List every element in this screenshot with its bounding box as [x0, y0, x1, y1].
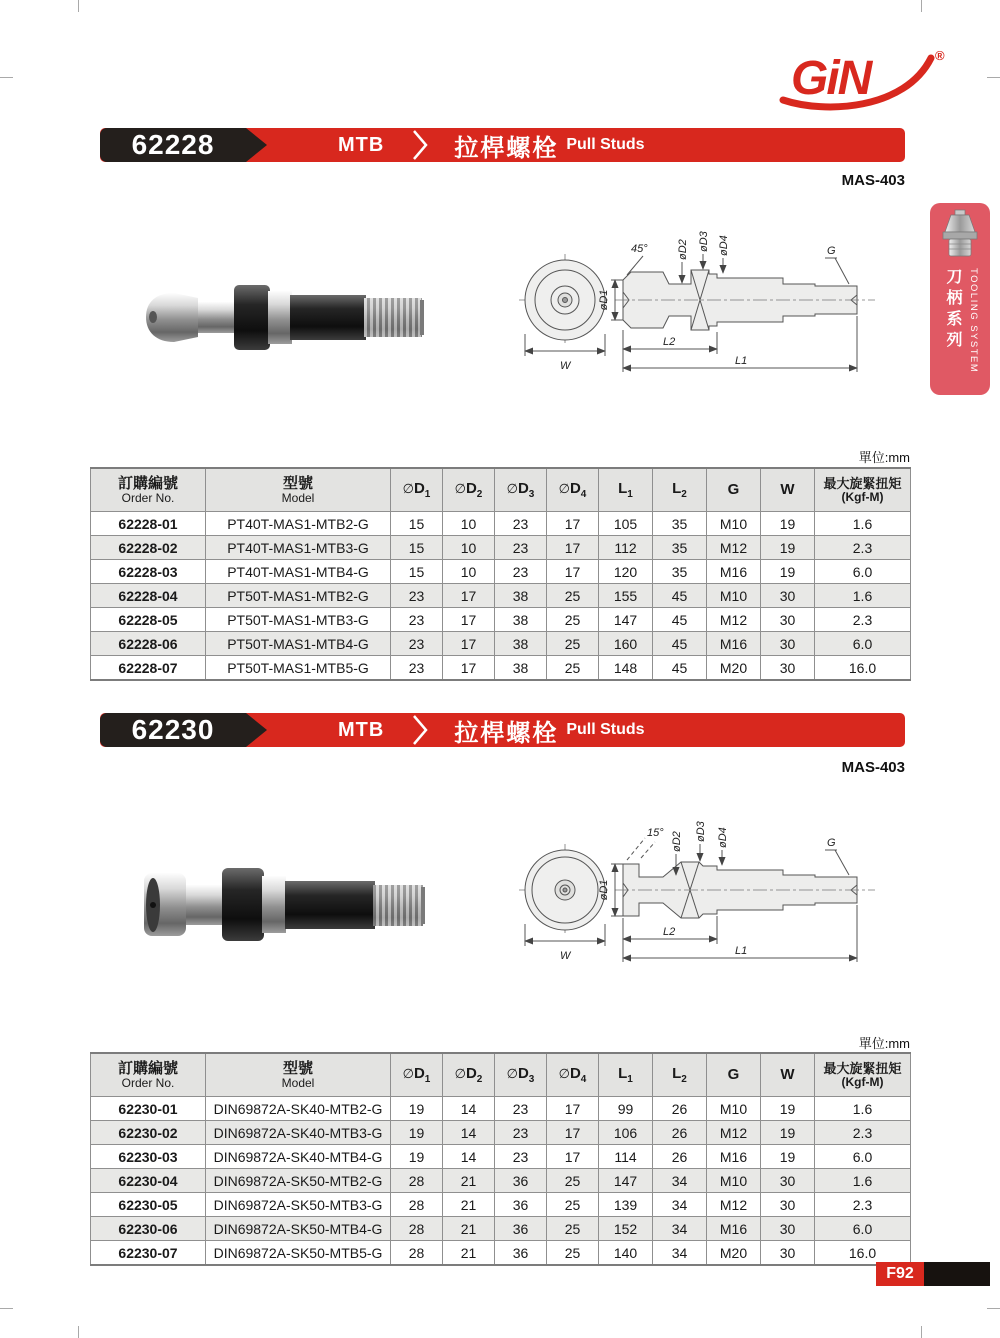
unit-label: 單位:mm: [858, 1036, 910, 1051]
technical-drawing-62230: [515, 812, 883, 970]
order-no-cell: 62228-05: [91, 608, 206, 632]
value-cell: 34: [653, 1169, 707, 1193]
value-cell: 147: [599, 1169, 653, 1193]
value-cell: 34: [653, 1193, 707, 1217]
value-cell: 6.0: [815, 1217, 911, 1241]
value-cell: M16: [707, 1217, 761, 1241]
value-cell: 30: [761, 1169, 815, 1193]
value-cell: 30: [761, 1193, 815, 1217]
table-header-row: 訂購編號 Order No. 型號 Model $\emptyset D_1$ $\emptyset D_2$ $\emptyset D_3$ $\emptyset D_4$ $L_1$ $L_2$ G W 最大旋緊扭矩 (Kgf-M): [91, 468, 911, 512]
value-cell: M10: [707, 1169, 761, 1193]
dim-g: G: [827, 837, 836, 849]
value-cell: 35: [653, 536, 707, 560]
value-cell: 45: [653, 632, 707, 656]
order-no-cell: 62230-06: [91, 1217, 206, 1241]
order-no-cell: 62228-06: [91, 632, 206, 656]
order-no-cell: 62228-02: [91, 536, 206, 560]
model-cell: DIN69872A-SK40-MTB4-G: [206, 1145, 391, 1169]
technical-drawing-62228: [515, 222, 883, 380]
value-cell: 35: [653, 560, 707, 584]
section-title-en: Pull Studs: [566, 721, 645, 738]
value-cell: M16: [707, 632, 761, 656]
value-cell: 19: [761, 1121, 815, 1145]
sidebar-label-en: TOOLING SYSTEM: [968, 268, 979, 374]
product-photo-62228: [130, 262, 430, 372]
value-cell: 38: [495, 584, 547, 608]
value-cell: 6.0: [815, 632, 911, 656]
table-row: [91, 608, 911, 632]
value-cell: 23: [495, 512, 547, 536]
value-cell: 15: [391, 536, 443, 560]
value-cell: 15: [391, 512, 443, 536]
value-cell: 23: [495, 1097, 547, 1121]
value-cell: 16.0: [815, 656, 911, 681]
value-cell: 28: [391, 1241, 443, 1266]
dim-w: W: [560, 360, 571, 372]
dim-d3: øD3: [695, 821, 707, 842]
model-cell: PT40T-MAS1-MTB2-G: [206, 512, 391, 536]
value-cell: 30: [761, 632, 815, 656]
value-cell: 23: [495, 1145, 547, 1169]
dim-w: W: [560, 950, 571, 962]
unit-label: 單位:mm: [858, 450, 910, 465]
value-cell: 139: [599, 1193, 653, 1217]
value-cell: 25: [547, 1241, 599, 1266]
model-cell: PT40T-MAS1-MTB3-G: [206, 536, 391, 560]
value-cell: 112: [599, 536, 653, 560]
model-cell: PT50T-MAS1-MTB3-G: [206, 608, 391, 632]
order-no-cell: 62228-07: [91, 656, 206, 681]
tool-holder-icon: [937, 208, 983, 264]
table-row: [91, 632, 911, 656]
dim-l1: L1: [735, 355, 748, 367]
value-cell: 155: [599, 584, 653, 608]
section-title-zh: 拉桿螺栓: [454, 134, 559, 162]
value-cell: M12: [707, 1193, 761, 1217]
crop-mark: [987, 1308, 1000, 1309]
series-label: MTB: [338, 718, 385, 741]
value-cell: 114: [599, 1145, 653, 1169]
value-cell: 36: [495, 1169, 547, 1193]
value-cell: 23: [495, 1121, 547, 1145]
section-header-62228: [100, 128, 905, 162]
value-cell: 1.6: [815, 1169, 911, 1193]
model-cell: PT40T-MAS1-MTB4-G: [206, 560, 391, 584]
value-cell: 2.3: [815, 1121, 911, 1145]
value-cell: 1.6: [815, 584, 911, 608]
value-cell: 36: [495, 1241, 547, 1266]
value-cell: 30: [761, 1217, 815, 1241]
section-code: 62230: [100, 713, 246, 747]
value-cell: M10: [707, 1097, 761, 1121]
value-cell: 2.3: [815, 536, 911, 560]
model-cell: PT50T-MAS1-MTB4-G: [206, 632, 391, 656]
dim-d4: øD4: [717, 827, 729, 848]
value-cell: 105: [599, 512, 653, 536]
value-cell: 14: [443, 1097, 495, 1121]
value-cell: 19: [391, 1097, 443, 1121]
chevron-separator-icon: [412, 715, 428, 745]
value-cell: M20: [707, 656, 761, 681]
value-cell: 26: [653, 1097, 707, 1121]
value-cell: 23: [391, 608, 443, 632]
value-cell: 38: [495, 632, 547, 656]
value-cell: 28: [391, 1217, 443, 1241]
model-cell: DIN69872A-SK50-MTB2-G: [206, 1169, 391, 1193]
order-no-cell: 62228-04: [91, 584, 206, 608]
value-cell: 17: [547, 1145, 599, 1169]
table-row: [91, 1241, 911, 1266]
standard-label: MAS-403: [841, 172, 905, 189]
crop-mark: [0, 1308, 13, 1309]
crop-mark: [78, 1326, 79, 1338]
value-cell: 14: [443, 1145, 495, 1169]
registered-mark: ®: [935, 48, 945, 63]
value-cell: 34: [653, 1217, 707, 1241]
value-cell: 2.3: [815, 1193, 911, 1217]
page-number: F92: [876, 1262, 924, 1286]
dim-angle: 45°: [631, 243, 648, 255]
value-cell: 23: [391, 584, 443, 608]
order-no-cell: 62230-01: [91, 1097, 206, 1121]
value-cell: 34: [653, 1241, 707, 1266]
model-cell: DIN69872A-SK40-MTB2-G: [206, 1097, 391, 1121]
order-no-cell: 62230-07: [91, 1241, 206, 1266]
value-cell: 17: [547, 536, 599, 560]
value-cell: 45: [653, 608, 707, 632]
table-row: [91, 1193, 911, 1217]
product-photo-62230: [130, 852, 430, 957]
dim-d1: øD1: [598, 289, 610, 311]
value-cell: 147: [599, 608, 653, 632]
dim-l2: L2: [663, 926, 676, 938]
value-cell: 6.0: [815, 1145, 911, 1169]
value-cell: 45: [653, 584, 707, 608]
value-cell: M12: [707, 608, 761, 632]
order-no-cell: 62230-03: [91, 1145, 206, 1169]
value-cell: 38: [495, 656, 547, 681]
value-cell: 19: [761, 1097, 815, 1121]
value-cell: 23: [391, 632, 443, 656]
value-cell: 28: [391, 1169, 443, 1193]
value-cell: 26: [653, 1121, 707, 1145]
value-cell: 19: [391, 1121, 443, 1145]
table-row: [91, 560, 911, 584]
value-cell: 25: [547, 1217, 599, 1241]
section-title-en: Pull Studs: [566, 136, 645, 153]
value-cell: 30: [761, 584, 815, 608]
crop-mark: [921, 0, 922, 12]
table-row: [91, 536, 911, 560]
value-cell: 21: [443, 1241, 495, 1266]
table-row: [91, 656, 911, 681]
section-header-62230: [100, 713, 905, 747]
value-cell: 10: [443, 536, 495, 560]
value-cell: 10: [443, 560, 495, 584]
value-cell: 25: [547, 608, 599, 632]
table-row: [91, 512, 911, 536]
value-cell: 30: [761, 608, 815, 632]
value-cell: 10: [443, 512, 495, 536]
order-no-cell: 62230-05: [91, 1193, 206, 1217]
value-cell: 148: [599, 656, 653, 681]
dim-d2: øD2: [671, 831, 683, 852]
value-cell: M16: [707, 560, 761, 584]
logo-text: GiN: [791, 52, 871, 105]
value-cell: 28: [391, 1193, 443, 1217]
value-cell: 17: [547, 1097, 599, 1121]
value-cell: 25: [547, 632, 599, 656]
value-cell: 99: [599, 1097, 653, 1121]
dim-d2: øD2: [677, 239, 689, 260]
order-no-cell: 62230-02: [91, 1121, 206, 1145]
table-row: [91, 584, 911, 608]
table-row: [91, 1217, 911, 1241]
value-cell: 16.0: [815, 1241, 911, 1266]
standard-label: MAS-403: [841, 759, 905, 776]
dim-l1: L1: [735, 945, 748, 957]
table-row: [91, 1097, 911, 1121]
dim-d1: øD1: [598, 879, 610, 901]
value-cell: 1.6: [815, 1097, 911, 1121]
value-cell: 23: [495, 536, 547, 560]
dim-l2: L2: [663, 336, 676, 348]
value-cell: 17: [547, 560, 599, 584]
value-cell: 15: [391, 560, 443, 584]
spec-table-62230: [90, 1052, 911, 1266]
value-cell: 140: [599, 1241, 653, 1266]
order-no-cell: 62228-03: [91, 560, 206, 584]
value-cell: 25: [547, 656, 599, 681]
value-cell: 19: [761, 512, 815, 536]
value-cell: 45: [653, 656, 707, 681]
value-cell: M12: [707, 1121, 761, 1145]
value-cell: 17: [443, 584, 495, 608]
value-cell: M12: [707, 536, 761, 560]
value-cell: 1.6: [815, 512, 911, 536]
section-title-zh: 拉桿螺栓: [454, 719, 559, 747]
table-row: [91, 1145, 911, 1169]
table-header-row: 訂購編號 Order No. 型號 Model $\emptyset D_1$ $\emptyset D_2$ $\emptyset D_3$ $\emptyset D_4$ $L_1$ $L_2$ G W 最大旋緊扭矩 (Kgf-M): [91, 1053, 911, 1097]
sidebar-label-zh: 刀柄系列: [944, 268, 961, 352]
series-label: MTB: [338, 133, 385, 156]
value-cell: M16: [707, 1145, 761, 1169]
value-cell: 19: [761, 536, 815, 560]
table-row: [91, 1169, 911, 1193]
value-cell: 17: [443, 632, 495, 656]
value-cell: 30: [761, 1241, 815, 1266]
value-cell: 23: [391, 656, 443, 681]
dim-angle: 15°: [647, 827, 664, 839]
value-cell: 21: [443, 1193, 495, 1217]
value-cell: M10: [707, 584, 761, 608]
model-cell: DIN69872A-SK40-MTB3-G: [206, 1121, 391, 1145]
value-cell: 35: [653, 512, 707, 536]
model-cell: PT50T-MAS1-MTB5-G: [206, 656, 391, 681]
crop-mark: [921, 1326, 922, 1338]
order-no-cell: 62230-04: [91, 1169, 206, 1193]
value-cell: 25: [547, 584, 599, 608]
model-cell: DIN69872A-SK50-MTB4-G: [206, 1217, 391, 1241]
value-cell: 19: [761, 1145, 815, 1169]
page-number-bar: [924, 1262, 990, 1286]
value-cell: 106: [599, 1121, 653, 1145]
value-cell: 26: [653, 1145, 707, 1169]
value-cell: 25: [547, 1193, 599, 1217]
value-cell: 36: [495, 1193, 547, 1217]
crop-mark: [0, 77, 13, 78]
page-number-badge: [876, 1262, 990, 1286]
dim-d4: øD4: [718, 235, 730, 256]
spec-table-62228: [90, 467, 911, 681]
value-cell: 6.0: [815, 560, 911, 584]
crop-mark: [987, 77, 1000, 78]
section-code: 62228: [100, 128, 246, 162]
chevron-separator-icon: [412, 130, 428, 160]
value-cell: 14: [443, 1121, 495, 1145]
value-cell: 38: [495, 608, 547, 632]
table-row: [91, 1121, 911, 1145]
value-cell: 19: [761, 560, 815, 584]
crop-mark: [78, 0, 79, 12]
value-cell: 120: [599, 560, 653, 584]
value-cell: 19: [391, 1145, 443, 1169]
sidebar-tab-tooling-system: [930, 203, 990, 395]
dim-d3: øD3: [698, 231, 710, 252]
value-cell: M20: [707, 1241, 761, 1266]
value-cell: 17: [547, 512, 599, 536]
value-cell: 160: [599, 632, 653, 656]
value-cell: M10: [707, 512, 761, 536]
value-cell: 17: [443, 656, 495, 681]
value-cell: 17: [443, 608, 495, 632]
value-cell: 21: [443, 1217, 495, 1241]
value-cell: 23: [495, 560, 547, 584]
dim-g: G: [827, 245, 836, 257]
value-cell: 30: [761, 656, 815, 681]
value-cell: 25: [547, 1169, 599, 1193]
model-cell: DIN69872A-SK50-MTB5-G: [206, 1241, 391, 1266]
value-cell: 36: [495, 1217, 547, 1241]
brand-logo: [765, 42, 975, 120]
value-cell: 21: [443, 1169, 495, 1193]
model-cell: PT50T-MAS1-MTB2-G: [206, 584, 391, 608]
value-cell: 152: [599, 1217, 653, 1241]
order-no-cell: 62228-01: [91, 512, 206, 536]
value-cell: 17: [547, 1121, 599, 1145]
model-cell: DIN69872A-SK50-MTB3-G: [206, 1193, 391, 1217]
value-cell: 2.3: [815, 608, 911, 632]
